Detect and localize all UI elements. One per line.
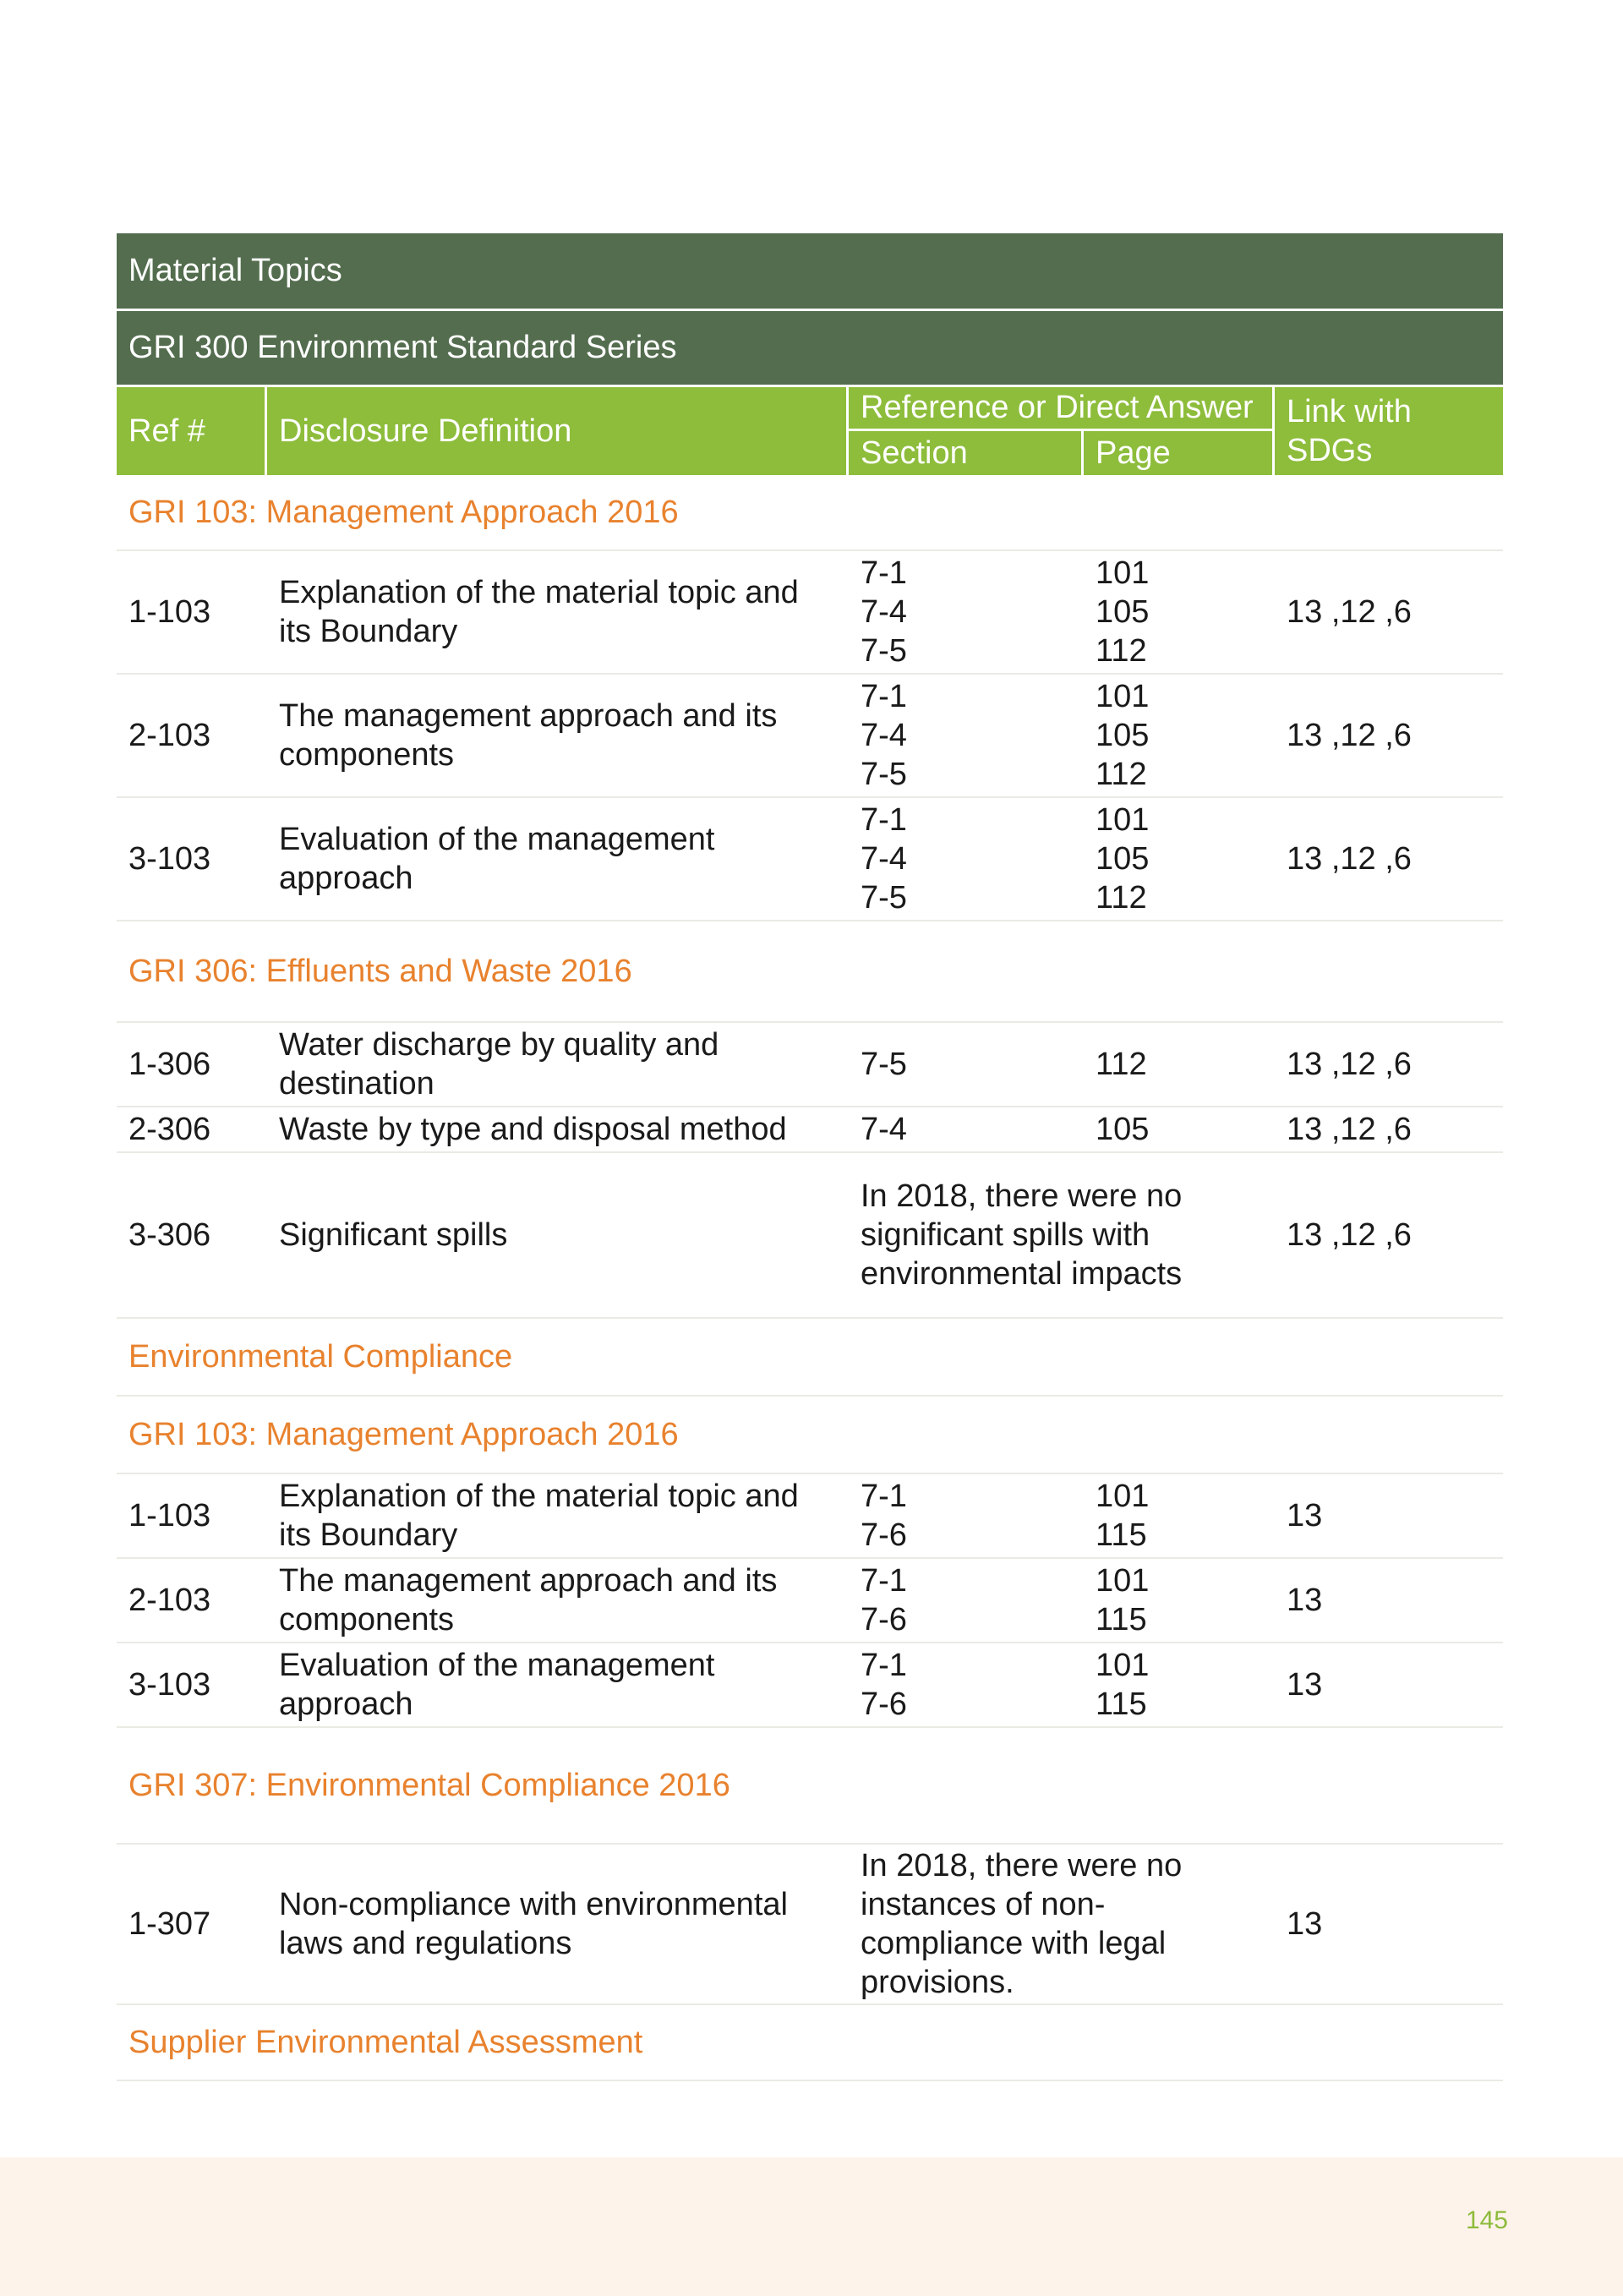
table-row bbox=[117, 1559, 1503, 1643]
sdg-cell: 13 ,12 ,6 bbox=[1287, 1112, 1412, 1147]
series-header bbox=[117, 311, 1503, 387]
page-value: 112 bbox=[1096, 880, 1147, 916]
ref-cell: 1-307 bbox=[128, 1906, 211, 1942]
page-value: 101 bbox=[1096, 679, 1150, 714]
page-number: 145 bbox=[1465, 2206, 1508, 2234]
sdg-cell: 13 bbox=[1287, 1498, 1323, 1533]
section-heading: GRI 103: Management Approach 2016 bbox=[117, 475, 1503, 551]
section-value: 7-6 bbox=[861, 1686, 907, 1722]
page-footer bbox=[0, 2157, 1623, 2296]
section-value: 7-5 bbox=[861, 1047, 907, 1082]
definition-cell: Significant spills bbox=[279, 1217, 508, 1253]
section-value: 7-1 bbox=[861, 802, 907, 838]
definition-cell: The management approach and its components bbox=[279, 698, 778, 773]
ref-cell: 2-103 bbox=[128, 718, 211, 753]
page-value: 101 bbox=[1096, 1563, 1150, 1599]
table-row bbox=[117, 1845, 1503, 2005]
series-label: GRI 300 Environment Standard Series bbox=[128, 330, 677, 365]
section-value: 7-5 bbox=[861, 757, 907, 792]
page-value: 101 bbox=[1096, 1648, 1150, 1683]
ref-cell: 3-103 bbox=[128, 841, 211, 877]
sdg-cell: 13 ,12 ,6 bbox=[1287, 841, 1412, 877]
definition-cell: The management approach and its components bbox=[279, 1563, 778, 1637]
section-value: 7-1 bbox=[861, 1563, 907, 1599]
ref-cell: 3-306 bbox=[128, 1217, 211, 1253]
page-value: 105 bbox=[1096, 594, 1150, 630]
sdg-cell: 13 ,12 ,6 bbox=[1287, 594, 1412, 630]
page-value: 112 bbox=[1096, 757, 1147, 792]
material-topics-header bbox=[117, 233, 1503, 311]
table-row bbox=[117, 1023, 1503, 1107]
section-heading: Supplier Environmental Assessment bbox=[117, 2005, 1503, 2081]
gri-index-table bbox=[117, 233, 1503, 2081]
table-row bbox=[117, 1643, 1503, 1728]
sdg-cell: 13 ,12 ,6 bbox=[1287, 1217, 1412, 1253]
page-value: 105 bbox=[1096, 1112, 1150, 1147]
section-value: 7-4 bbox=[861, 841, 907, 877]
col-page-header: Page bbox=[1096, 435, 1171, 471]
sdg-cell: 13 ,12 ,6 bbox=[1287, 718, 1412, 753]
ref-cell: 1-306 bbox=[128, 1047, 211, 1082]
page-value: 115 bbox=[1096, 1517, 1147, 1553]
section-heading: GRI 306: Effluents and Waste 2016 bbox=[117, 921, 1503, 1023]
ref-cell: 2-103 bbox=[128, 1583, 211, 1618]
page-value: 101 bbox=[1096, 555, 1150, 591]
page-value: 112 bbox=[1096, 633, 1147, 669]
table-row bbox=[117, 1107, 1503, 1153]
col-ref-header: Ref # bbox=[117, 387, 267, 475]
section-value: 7-4 bbox=[861, 718, 907, 753]
material-topics-label: Material Topics bbox=[128, 253, 342, 288]
ref-cell: 1-103 bbox=[128, 594, 211, 630]
direct-answer-cell: In 2018, there were no significant spills with environmental impacts bbox=[861, 1178, 1183, 1292]
table-row bbox=[117, 675, 1503, 798]
section-value: 7-1 bbox=[861, 1648, 907, 1683]
col-section-header: Section bbox=[849, 431, 1084, 475]
section-value: 7-6 bbox=[861, 1517, 907, 1553]
section-value: 7-5 bbox=[861, 880, 907, 916]
definition-cell: Explanation of the material topic and its Boundary bbox=[279, 1479, 799, 1553]
direct-answer-cell: In 2018, there were no instances of non-compliance with legal provisions. bbox=[861, 1848, 1183, 2000]
col-def-header: Disclosure Definition bbox=[267, 387, 849, 475]
table-row bbox=[117, 1474, 1503, 1559]
page-value: 112 bbox=[1096, 1047, 1147, 1082]
table-row bbox=[117, 1153, 1503, 1319]
page-value: 115 bbox=[1096, 1686, 1147, 1722]
definition-cell: Explanation of the material topic and its Boundary bbox=[279, 575, 799, 649]
table-row bbox=[117, 551, 1503, 675]
ref-cell: 3-103 bbox=[128, 1667, 211, 1703]
definition-cell: Evaluation of the management approach bbox=[279, 822, 715, 896]
page-value: 101 bbox=[1096, 802, 1150, 838]
definition-cell: Water discharge by quality and destination bbox=[279, 1027, 719, 1102]
section-heading: GRI 103: Management Approach 2016 bbox=[117, 1397, 1503, 1474]
page-value: 101 bbox=[1096, 1479, 1150, 1514]
section-value: 7-6 bbox=[861, 1602, 907, 1637]
col-refans-header: Reference or Direct Answer bbox=[849, 387, 1272, 431]
page-value: 105 bbox=[1096, 841, 1150, 877]
section-value: 7-4 bbox=[861, 594, 907, 630]
section-heading: Environmental Compliance bbox=[117, 1319, 1503, 1397]
page-value: 115 bbox=[1096, 1602, 1147, 1637]
sdg-cell: 13 ,12 ,6 bbox=[1287, 1047, 1412, 1082]
ref-cell: 2-306 bbox=[128, 1112, 211, 1147]
col-sdg-header: Link with SDGs bbox=[1287, 394, 1412, 468]
section-value: 7-1 bbox=[861, 1479, 907, 1514]
column-header-row bbox=[117, 387, 1503, 475]
sdg-cell: 13 bbox=[1287, 1906, 1323, 1942]
ref-cell: 1-103 bbox=[128, 1498, 211, 1533]
section-value: 7-5 bbox=[861, 633, 907, 669]
section-heading: GRI 307: Environmental Compliance 2016 bbox=[117, 1728, 1503, 1845]
col-reference-group bbox=[849, 387, 1275, 475]
section-value: 7-1 bbox=[861, 679, 907, 714]
section-value: 7-1 bbox=[861, 555, 907, 591]
page-value: 105 bbox=[1096, 718, 1150, 753]
definition-cell: Non-compliance with environmental laws and regulations bbox=[279, 1887, 788, 1961]
sdg-cell: 13 bbox=[1287, 1583, 1323, 1618]
definition-cell: Evaluation of the management approach bbox=[279, 1648, 715, 1722]
definition-cell: Waste by type and disposal method bbox=[279, 1112, 787, 1147]
table-row bbox=[117, 798, 1503, 921]
sdg-cell: 13 bbox=[1287, 1667, 1323, 1703]
section-value: 7-4 bbox=[861, 1112, 907, 1147]
